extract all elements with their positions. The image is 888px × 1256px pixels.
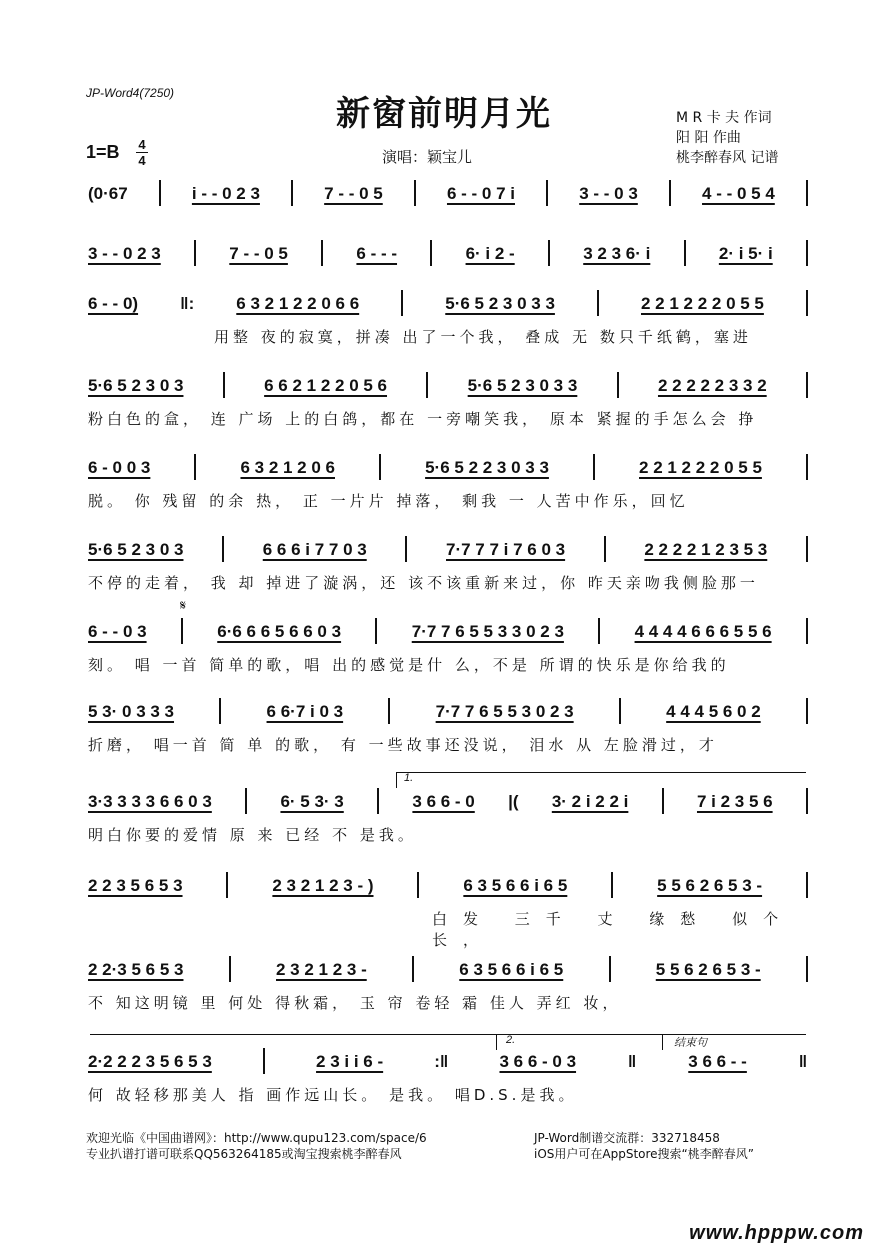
measure-notes: (0·67 <box>88 184 128 203</box>
footer-group-line: JP-Word制谱交流群：332718458 <box>534 1131 720 1145</box>
barline <box>414 180 416 206</box>
footer-left <box>86 1130 427 1162</box>
barline <box>222 536 224 562</box>
barline <box>194 454 196 480</box>
barline <box>806 536 808 562</box>
lyrics-line: 明白你要的爱情 原 来 已经 不 是我。 <box>88 826 417 844</box>
composer-credit: 阳 阳 作曲 <box>676 130 741 146</box>
barline <box>604 536 606 562</box>
barline <box>597 290 599 316</box>
barline <box>430 240 432 266</box>
notation-line <box>88 876 808 902</box>
barline <box>617 372 619 398</box>
repeat-sign: ‖ <box>627 1052 637 1071</box>
barline <box>321 240 323 266</box>
barline <box>669 180 671 206</box>
measure-notes: 5 5 6 2 6 5 3 - <box>655 960 761 979</box>
watermark-text: www.hpppw.com <box>689 1222 864 1244</box>
repeat-sign: |( <box>508 792 519 811</box>
segno-sign: 𝄋 <box>180 598 187 614</box>
measure-notes: 5 5 6 2 6 5 3 - <box>657 876 763 895</box>
barline <box>426 372 428 398</box>
barline <box>806 698 808 724</box>
song-title: 新窗前明月光 <box>336 94 552 134</box>
measure-notes: 2 2 1 2 2 2 0 5 5 <box>639 458 762 477</box>
repeat-sign: ‖: <box>180 294 195 313</box>
measure-notes: 6 6 2 1 2 2 0 5 6 <box>264 376 388 395</box>
measure-notes: 3 2 3 6· i <box>583 244 651 263</box>
barline <box>593 454 595 480</box>
lyrics-line: 不停的走着， 我 却 掉进了漩涡，还 该不该重新来过，你 昨天亲吻我侧脸那一 <box>88 574 759 592</box>
barline <box>226 872 228 898</box>
first-ending-label: 1. <box>404 772 414 784</box>
barline <box>263 1048 265 1074</box>
notation-line <box>88 540 808 566</box>
barline <box>598 618 600 644</box>
measure-notes: 5·6 5 2 3 0 3 3 <box>467 376 578 395</box>
barline <box>388 698 390 724</box>
time-signature <box>136 138 148 167</box>
second-ending-label: 2. <box>506 1034 516 1046</box>
lyrics-line: 白发 三千 丈 缘愁 似个 长， <box>432 910 795 949</box>
barline <box>194 240 196 266</box>
notation-line <box>88 244 808 270</box>
measure-notes: 7·7 7 7 i 7 6 0 3 <box>446 540 566 559</box>
measure-notes: 2 2 1 2 2 2 0 5 5 <box>641 294 764 313</box>
barline <box>245 788 247 814</box>
barline <box>405 536 407 562</box>
lyrics-line: 折磨， 唱一首 简 单 的歌， 有 一些故事还没说， 泪水 从 左脸滑过，才 <box>88 736 718 754</box>
lyrics-line: 粉白色的盒， 连 广场 上的白鸽，都在 一旁嘲笑我， 原本 紧握的手怎么会 挣 <box>88 410 758 428</box>
barline <box>806 788 808 814</box>
first-ending-bracket <box>396 772 806 773</box>
barline <box>611 872 613 898</box>
barline <box>806 872 808 898</box>
measure-notes: 2 2 2 2 1 2 3 5 3 <box>644 540 768 559</box>
measure-notes: 5·6 5 2 3 0 3 <box>88 376 184 395</box>
measure-notes: 7 i 2 3 5 6 <box>696 792 773 811</box>
measure-notes: 6 3 5 6 6 i 6 5 <box>463 876 568 895</box>
measure-notes: 7·7 7 6 5 5 3 0 2 3 <box>435 702 574 721</box>
measure-notes: 6 6·7 i 0 3 <box>266 702 344 721</box>
first-ending-tick <box>396 772 397 788</box>
notation-line <box>88 294 808 320</box>
notation-line <box>88 960 808 986</box>
measure-notes: 7 - - 0 5 <box>229 244 288 263</box>
barline <box>806 372 808 398</box>
measure-notes: 6 - - 0 3 <box>88 622 147 641</box>
footer-right <box>534 1130 754 1162</box>
barline <box>377 788 379 814</box>
measure-notes: 2 2·3 5 6 5 3 <box>88 960 184 979</box>
measure-notes: 2 3 i i 6 - <box>316 1052 384 1071</box>
credits <box>676 108 778 168</box>
barline <box>806 454 808 480</box>
transcriber-credit: 桃李醉春风 记谱 <box>676 150 779 166</box>
coda-ending-tick <box>662 1034 663 1050</box>
measure-notes: 7·7 7 6 5 5 3 3 0 2 3 <box>411 622 564 641</box>
measure-notes: 3·3 3 3 3 6 6 0 3 <box>88 792 212 811</box>
measure-notes: 6 - - - <box>356 244 398 263</box>
measure-notes: 3 6 6 - 0 <box>412 792 475 811</box>
barline <box>375 618 377 644</box>
measure-notes: 2 3 2 1 2 3 - ) <box>272 876 374 895</box>
lyrics-line: 刻。 唱 一首 简单的歌，唱 出的感觉是什 么，不是 所谓的快乐是你给我的 <box>88 656 730 674</box>
measure-notes: 6 - - 0 7 i <box>446 184 515 203</box>
measure-notes: 4 4 4 5 6 0 2 <box>666 702 761 721</box>
notation-line <box>88 184 808 210</box>
notation-line <box>88 622 808 648</box>
repeat-sign: ‖ <box>798 1052 808 1071</box>
measure-notes: i - - 0 2 3 <box>191 184 260 203</box>
measure-notes: 3 - - 0 2 3 <box>88 244 161 263</box>
notation-line <box>88 702 808 728</box>
barline <box>417 872 419 898</box>
time-bottom: 4 <box>138 153 146 168</box>
barline <box>223 372 225 398</box>
barline <box>806 618 808 644</box>
measure-notes: 6 - - 0) <box>88 294 139 313</box>
barline <box>806 180 808 206</box>
measure-notes: 6 - 0 0 3 <box>88 458 151 477</box>
measure-notes: 6 3 5 6 6 i 6 5 <box>459 960 564 979</box>
measure-notes: 2 2 3 5 6 5 3 <box>88 876 183 895</box>
measure-notes: 6· i 2 - <box>465 244 515 263</box>
lyrics-line: 脱。 你 残留 的余 热， 正 一片片 掉落， 剩我 一 人苦中作乐，回忆 <box>88 492 689 510</box>
footer-contact-line: 专业扒谱打谱可联系QQ563264185或淘宝搜索桃李醉春风 <box>86 1147 402 1161</box>
barline <box>181 618 183 644</box>
notation-line <box>88 792 808 818</box>
software-label: JP-Word4(7250) <box>86 86 175 100</box>
measure-notes: 2· i 5· i <box>718 244 773 263</box>
measure-notes: 2 2 2 2 2 3 3 2 <box>657 376 767 395</box>
barline <box>546 180 548 206</box>
barline <box>806 240 808 266</box>
measure-notes: 2·2 2 2 3 5 6 5 3 <box>88 1052 212 1071</box>
measure-notes: 6· 5 3· 3 <box>280 792 344 811</box>
barline <box>401 290 403 316</box>
barline <box>806 290 808 316</box>
measure-notes: 7 - - 0 5 <box>324 184 383 203</box>
lyrics-line: 不 知这明镜 里 何处 得秋霜， 玉 帘 卷轻 霜 佳人 弄红 妆， <box>88 994 622 1012</box>
notation-line <box>88 458 808 484</box>
lyrics-line: 何 故轻移那美人 指 画作远山长。 是我。 唱D.S.是我。 <box>88 1086 578 1104</box>
barline <box>609 956 611 982</box>
barline <box>662 788 664 814</box>
repeat-sign: :‖ <box>434 1052 449 1071</box>
barline <box>806 956 808 982</box>
measure-notes: 4 - - 0 5 4 <box>702 184 775 203</box>
measure-notes: 3 6 6 - 0 3 <box>499 1052 577 1071</box>
barline <box>219 698 221 724</box>
measure-notes: 3· 2 i 2 2 i <box>551 792 629 811</box>
measure-notes: 5·6 5 2 3 0 3 3 <box>445 294 555 313</box>
singer-label: 演唱：颖宝儿 <box>382 148 473 166</box>
second-ending-tick <box>496 1034 497 1050</box>
key-signature: 1=B <box>86 142 120 162</box>
notation-line <box>88 376 808 402</box>
measure-notes: 5·6 5 2 3 0 3 <box>88 540 184 559</box>
barline <box>412 956 414 982</box>
barline <box>684 240 686 266</box>
measure-notes: 4 4 4 4 6 6 6 5 5 6 <box>634 622 772 641</box>
barline <box>159 180 161 206</box>
lyrics-line: 用整 夜的寂寞，拼凑 出了一个我， 叠成 无 数只千纸鹤，塞进 <box>214 328 752 346</box>
measure-notes: 2 3 2 1 2 3 - <box>276 960 367 979</box>
measure-notes: 3 6 6 - - <box>688 1052 747 1071</box>
coda-ending-label: 结束句 <box>674 1037 707 1049</box>
measure-notes: 6 3 2 1 2 2 0 6 6 <box>236 294 360 313</box>
measure-notes: 6 3 2 1 2 0 6 <box>240 458 335 477</box>
barline <box>291 180 293 206</box>
measure-notes: 3 - - 0 3 <box>579 184 638 203</box>
footer-ios-line: iOS用户可在AppStore搜索“桃李醉春风” <box>534 1147 754 1161</box>
barline <box>619 698 621 724</box>
barline <box>548 240 550 266</box>
measure-notes: 6 6 6 i 7 7 0 3 <box>262 540 367 559</box>
barline <box>229 956 231 982</box>
lyricist-credit: M R 卡 夫 作词 <box>676 110 772 126</box>
measure-notes: 5·6 5 2 2 3 0 3 3 <box>425 458 549 477</box>
footer-site-line: 欢迎光临《中国曲谱网》：http://www.qupu123.com/space/6 <box>86 1131 427 1145</box>
barline <box>379 454 381 480</box>
measure-notes: 5 3· 0 3 3 3 <box>88 702 175 721</box>
notation-line <box>88 1052 808 1078</box>
time-top: 4 <box>138 137 146 152</box>
measure-notes: 6·6 6 6 5 6 6 0 3 <box>217 622 342 641</box>
